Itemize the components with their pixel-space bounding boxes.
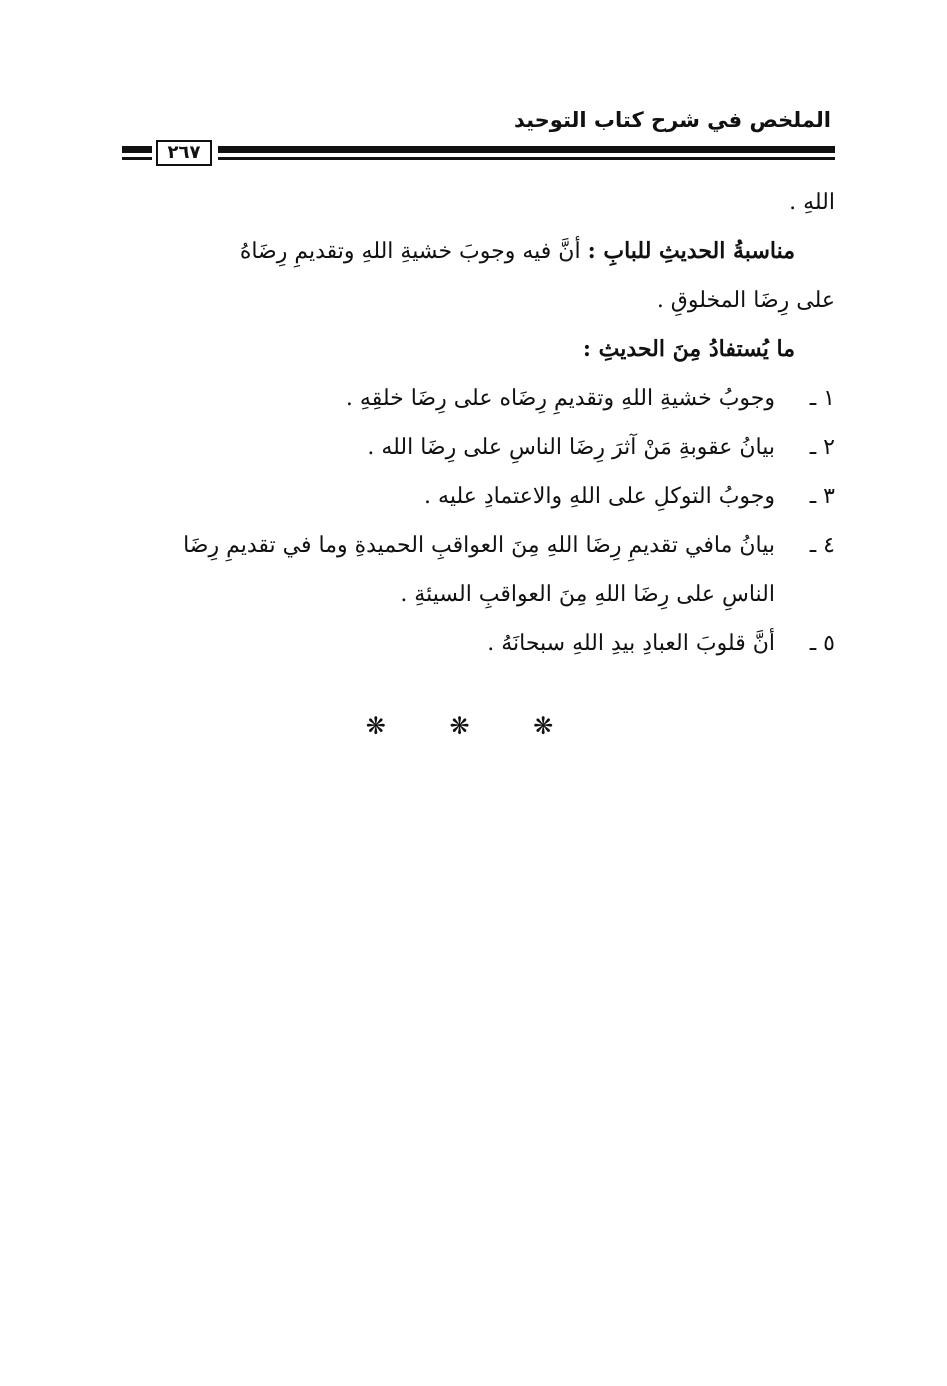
list-item-number: ١ ـ	[809, 386, 835, 411]
section-separator: ❋ ❋ ❋	[365, 712, 582, 740]
list-item-number: ٣ ـ	[809, 484, 835, 509]
list-item-continuation	[112, 570, 835, 619]
benefits-heading: ما يُستفادُ مِنَ الحديثِ :	[582, 336, 795, 362]
list-item	[112, 472, 835, 521]
list-item-text: بيانُ عقوبةِ مَنْ آثرَ رِضَا الناسِ على رِضَا الله .	[367, 435, 775, 460]
list-item-text: وجوبُ خشيةِ اللهِ وتقديمِ رِضَاه على رِضَا خلقِهِ .	[345, 386, 775, 411]
relevance-continuation: على رِضَا المخلوقِ .	[656, 288, 835, 313]
relevance-paragraph	[112, 227, 835, 276]
body-text	[112, 178, 835, 668]
header-rule	[218, 146, 835, 163]
list-item-text: بيانُ مافي تقديمِ رِضَا اللهِ مِنَ العواقبِ الحميدةِ وما في تقديمِ رِضَا	[183, 533, 775, 558]
list-item	[112, 374, 835, 423]
list-item-text: أنَّ قلوبَ العبادِ بيدِ اللهِ سبحانَهُ .	[487, 631, 775, 656]
relevance-heading: مناسبةُ الحديثِ للبابِ :	[587, 238, 795, 264]
list-item-number: ٢ ـ	[809, 435, 835, 460]
paragraph-line: اللهِ .	[789, 190, 835, 215]
list-item-number: ٥ ـ	[809, 631, 835, 656]
list-item	[112, 423, 835, 472]
page-number: ٢٦٧	[156, 140, 212, 166]
list-item-text: وجوبُ التوكلِ على اللهِ والاعتمادِ عليه .	[424, 484, 775, 509]
list-item-text: الناسِ على رِضَا اللهِ مِنَ العواقبِ السيئةِ .	[400, 582, 775, 607]
running-header-title: الملخص في شرح كتاب التوحيد	[513, 108, 831, 132]
header-rule-left	[122, 146, 152, 163]
relevance-text: أنَّ فيه وجوبَ خشيةِ اللهِ وتقديمِ رِضَاهُ	[239, 239, 581, 264]
list-item	[112, 619, 835, 668]
list-item-number: ٤ ـ	[809, 533, 835, 558]
list-item	[112, 521, 835, 570]
